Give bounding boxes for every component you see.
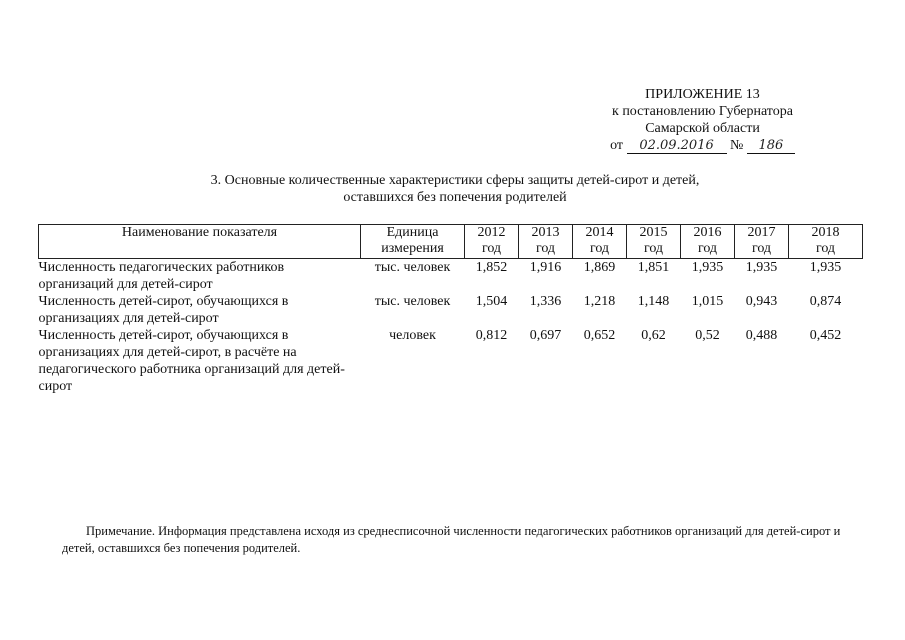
header-year-2015 bbox=[627, 225, 681, 259]
handwritten-number: 186 bbox=[747, 139, 795, 154]
header-year-value: 2018 bbox=[811, 225, 840, 240]
date-prefix: от bbox=[610, 138, 624, 153]
row-value-2012: 1,852 bbox=[475, 260, 508, 275]
handwritten-date: 02.09.2016 bbox=[627, 139, 727, 154]
header-year-value: 2015 bbox=[639, 225, 668, 240]
indicators-table bbox=[38, 224, 863, 395]
header-year-2012 bbox=[465, 225, 519, 259]
row-value-2018: 0,874 bbox=[809, 294, 842, 309]
table-row bbox=[39, 327, 863, 395]
appendix-date-number-line bbox=[580, 137, 825, 154]
row-value-2017: 0,943 bbox=[745, 294, 778, 309]
header-year-value: 2014 bbox=[585, 225, 614, 240]
header-indicator-name: Наименование показателя bbox=[39, 225, 361, 259]
table-header-row bbox=[39, 225, 863, 259]
table-row bbox=[39, 259, 863, 294]
header-year-value: 2017 bbox=[747, 225, 776, 240]
row-value-2015: 1,148 bbox=[637, 294, 670, 309]
header-year-label: год bbox=[643, 241, 664, 256]
header-year-label: год bbox=[481, 241, 502, 256]
section-title-line-1: 3. Основные количественные характеристики сферы защиты детей-сирот и детей, bbox=[210, 173, 700, 188]
row-value-2015: 0,62 bbox=[641, 328, 666, 343]
row-value-2014: 0,652 bbox=[583, 328, 616, 343]
row-value-2012: 0,812 bbox=[475, 328, 508, 343]
header-year-value: 2016 bbox=[693, 225, 722, 240]
row-indicator-name: Численность детей-сирот, обучающихся в организациях для детей-сирот, в расчёте на педагогического работника организаций для детей-сирот bbox=[38, 328, 345, 394]
row-value-2017: 1,935 bbox=[745, 260, 778, 275]
row-value-2016: 0,52 bbox=[695, 328, 720, 343]
row-value-2018: 0,452 bbox=[809, 328, 842, 343]
row-unit: тыс. человек bbox=[374, 260, 451, 275]
row-value-2016: 1,935 bbox=[691, 260, 724, 275]
row-value-2014: 1,218 bbox=[583, 294, 616, 309]
header-year-2017 bbox=[735, 225, 789, 259]
section-title bbox=[60, 172, 850, 206]
row-value-2013: 0,697 bbox=[529, 328, 562, 343]
row-value-2015: 1,851 bbox=[637, 260, 670, 275]
row-value-2013: 1,336 bbox=[529, 294, 562, 309]
row-value-2017: 0,488 bbox=[745, 328, 778, 343]
row-value-2018: 1,935 bbox=[809, 260, 842, 275]
row-indicator-name: Численность детей-сирот, обучающихся в организациях для детей-сирот bbox=[38, 294, 289, 326]
header-year-value: 2013 bbox=[531, 225, 560, 240]
header-year-2016 bbox=[681, 225, 735, 259]
appendix-heading: ПРИЛОЖЕНИЕ 13 bbox=[645, 87, 760, 102]
header-unit bbox=[361, 225, 465, 259]
row-unit: человек bbox=[389, 328, 436, 343]
row-value-2013: 1,916 bbox=[529, 260, 562, 275]
header-year-label: год bbox=[815, 241, 836, 256]
row-value-2012: 1,504 bbox=[475, 294, 508, 309]
row-unit: тыс. человек bbox=[374, 294, 451, 309]
row-value-2014: 1,869 bbox=[583, 260, 616, 275]
header-year-2013 bbox=[519, 225, 573, 259]
appendix-region-line: Самарской области bbox=[645, 121, 760, 136]
appendix-resolution-line: к постановлению Губернатора bbox=[612, 104, 793, 119]
table-row bbox=[39, 293, 863, 327]
appendix-block bbox=[580, 86, 825, 154]
header-year-2014 bbox=[573, 225, 627, 259]
header-year-label: год bbox=[751, 241, 772, 256]
header-year-label: год bbox=[697, 241, 718, 256]
row-indicator-name: Численность педагогических работников организаций для детей-сирот bbox=[38, 260, 285, 292]
header-unit-line-1: Единица bbox=[386, 225, 439, 240]
section-title-line-2: оставшихся без попечения родителей bbox=[343, 190, 567, 205]
header-year-label: год bbox=[589, 241, 610, 256]
header-year-2018 bbox=[789, 225, 863, 259]
number-prefix: № bbox=[730, 138, 744, 153]
header-year-value: 2012 bbox=[477, 225, 506, 240]
footnote: Примечание. Информация представлена исходя из среднесписочной численности педагогических работников организаций для детей-сирот и детей, оставшихся без попечения родителей. bbox=[62, 524, 841, 555]
row-value-2016: 1,015 bbox=[691, 294, 724, 309]
header-year-label: год bbox=[535, 241, 556, 256]
header-unit-line-2: измерения bbox=[381, 241, 444, 256]
